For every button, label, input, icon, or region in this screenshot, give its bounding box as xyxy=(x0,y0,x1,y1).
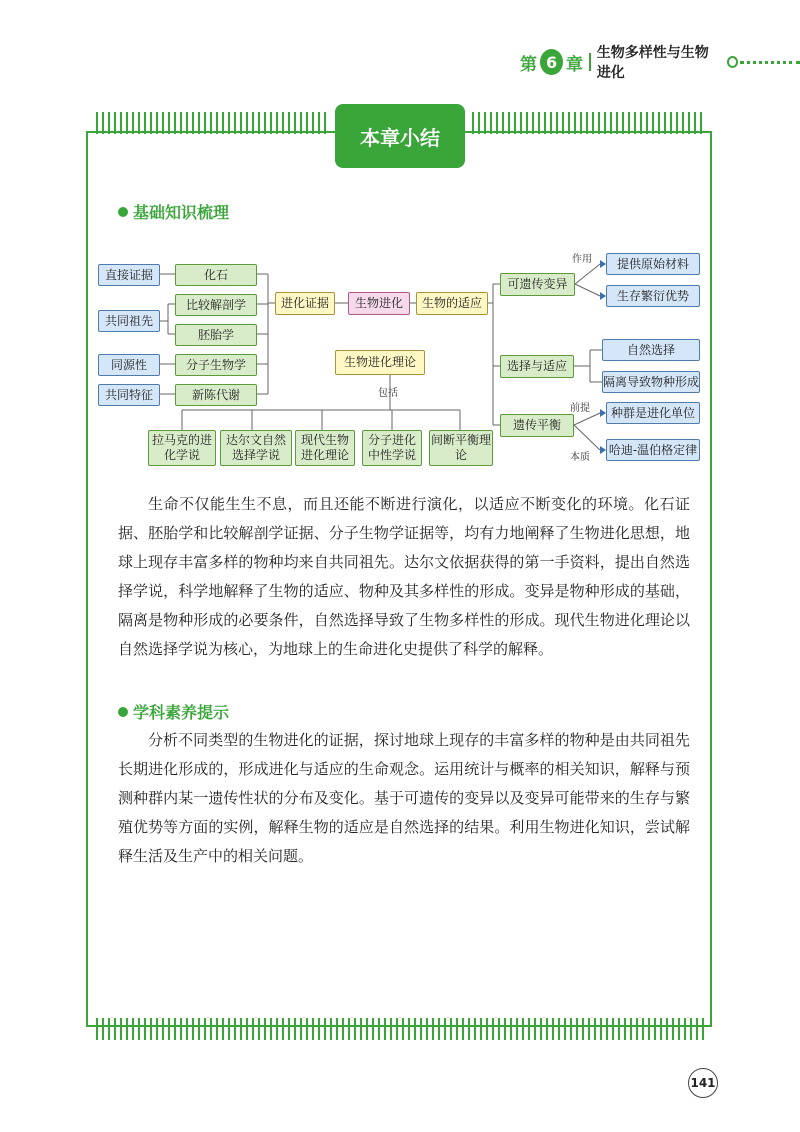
box-comparative-anatomy: 比较解剖学 xyxy=(175,294,257,316)
box-heritable-variation: 可遗传变异 xyxy=(500,273,575,296)
chapter-number-badge: 6 xyxy=(540,49,563,75)
box-lamarck: 拉马克的进化学说 xyxy=(148,430,216,466)
box-evolution-evidence: 进化证据 xyxy=(275,292,335,315)
summary-paragraph: 生命不仅能生生不息，而且还能不断进行演化，以适应不断变化的环境。化石证据、胚胎学和比较解剖学证据、分子生物学证据等，均有力地阐释了生物进化思想，地球上现存丰富多样的物种均来自共同祖先。达尔文依据获得的第一手资料，提出自然选择学说，科学地解释了生物的适应、物种及其多样性的形成。变异是物种形成的基础，隔离是物种形成的必要条件，自然选择导致了生物多样性的形成。现代生物进化理论以自然选择学说为核心，为地球上的生命进化史提供了科学的解释。 xyxy=(118,495,690,658)
box-neutral-theory: 分子进化中性学说 xyxy=(362,430,422,466)
page-number: 141 xyxy=(688,1068,718,1098)
box-homology: 同源性 xyxy=(98,354,160,376)
literacy-paragraph: 分析不同类型的生物进化的证据，探讨地球上现存的丰富多样的物种是由共同祖先长期进化形成的，形成进化与适应的生命观念。运用统计与概率的相关知识，解释与预测种群内某一遗传性状的分布及变化。基于可遗传的变异以及变异可能带来的生存与繁殖优势等方面的实例，解释生物的适应是自然选择的结果。利用生物进化知识，尝试解释生活及生产中的相关问题。 xyxy=(118,731,690,865)
box-embryology: 胚胎学 xyxy=(175,324,257,346)
box-selection-adaptation: 选择与适应 xyxy=(500,355,574,378)
section-heading-text: 学科素养提示 xyxy=(133,703,230,722)
chapter-suffix: 章 xyxy=(566,54,584,75)
label-includes: 包括 xyxy=(378,388,398,399)
box-biological-evolution: 生物进化 xyxy=(348,292,410,315)
box-isolation-speciation: 隔离导致物种形成 xyxy=(602,371,700,393)
box-common-features: 共同特征 xyxy=(98,384,160,406)
box-genetic-equilibrium: 遗传平衡 xyxy=(500,414,574,437)
box-direct-evidence: 直接证据 xyxy=(98,264,160,286)
box-metabolism: 新陈代谢 xyxy=(175,384,257,406)
box-fossil: 化石 xyxy=(175,264,257,286)
section-heading-literacy xyxy=(118,700,229,723)
summary-title: 本章小结 xyxy=(335,104,465,168)
box-population-unit: 种群是进化单位 xyxy=(606,402,700,424)
label-premise: 前提 xyxy=(570,403,590,414)
label-essence: 本质 xyxy=(570,452,590,463)
box-molecular-biology: 分子生物学 xyxy=(175,354,257,376)
section-heading-text: 基础知识梳理 xyxy=(133,203,230,222)
box-survival-advantage: 生存繁衍优势 xyxy=(606,285,700,307)
bullet-dot-icon xyxy=(118,707,128,717)
box-natural-selection: 自然选择 xyxy=(602,339,700,361)
chapter-prefix: 第 xyxy=(520,54,537,75)
box-adaptation: 生物的适应 xyxy=(416,292,488,315)
box-punctuated-equilibrium: 间断平衡理论 xyxy=(429,430,493,466)
box-modern-theory: 现代生物进化理论 xyxy=(295,430,355,466)
label-role: 作用 xyxy=(572,254,592,265)
bottom-stripes xyxy=(96,1018,704,1040)
box-darwin: 达尔文自然选择学说 xyxy=(220,430,292,466)
box-hardy-weinberg: 哈迪-温伯格定律 xyxy=(606,439,700,461)
chapter-title: 生物多样性与生物进化 xyxy=(596,45,709,81)
box-raw-material: 提供原始材料 xyxy=(606,253,700,275)
box-evolution-theory: 生物进化理论 xyxy=(335,350,425,375)
box-common-ancestor: 共同祖先 xyxy=(98,310,160,332)
